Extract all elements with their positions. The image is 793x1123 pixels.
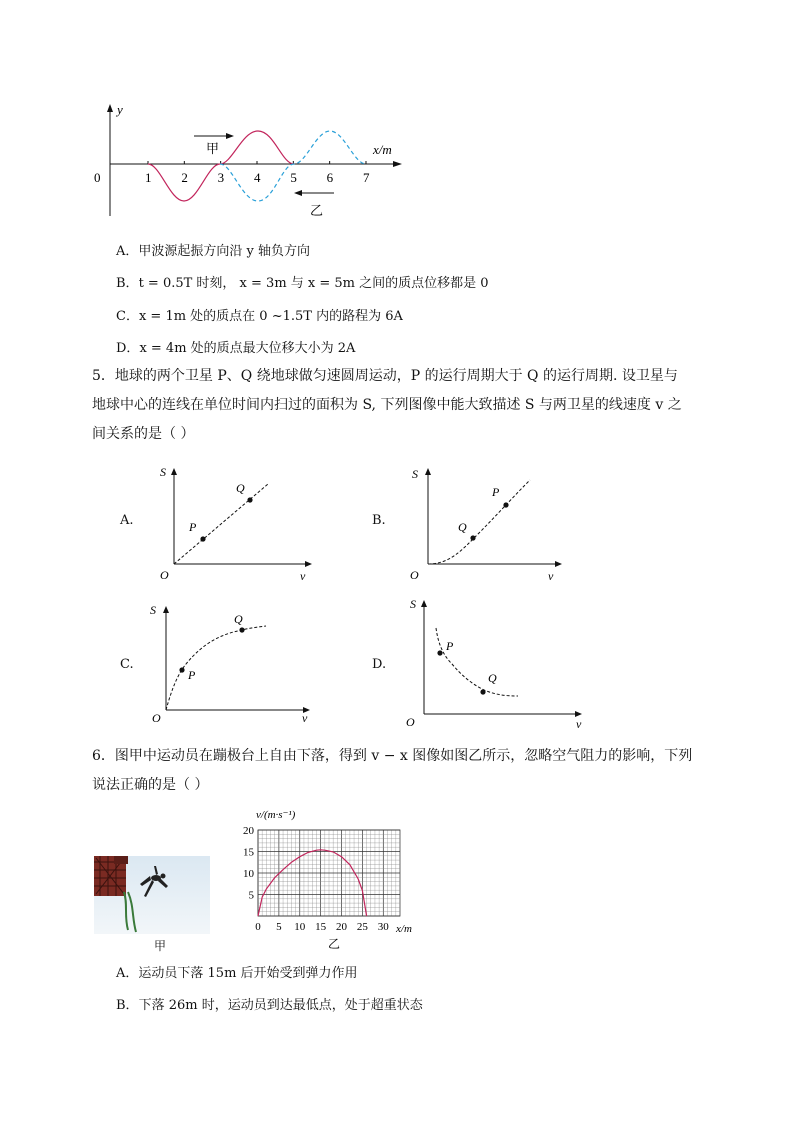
graph-b-q-label: Q (458, 520, 467, 534)
q6-number: 6． (92, 748, 115, 764)
graph-a-q-label: Q (236, 481, 245, 495)
option-text: x = 4m 处的质点最大位移大小为 2A (139, 341, 356, 356)
chart-y-tick-label: 10 (243, 868, 254, 880)
graph-d (400, 592, 590, 732)
wave-a-arrowhead (226, 133, 234, 139)
q6-option-b (116, 994, 423, 1013)
option-letter: D． (116, 341, 140, 356)
graph-b (400, 460, 570, 585)
q5-stem (92, 362, 707, 449)
wave-tick-label: 2 (181, 170, 188, 185)
graph-c (146, 598, 316, 728)
option-text: t = 0.5T 时刻， x = 3m 与 x = 5m 之间的质点位移都是 0 (138, 276, 489, 291)
graph-b-curve (428, 480, 530, 564)
graph-d-point-q (480, 689, 485, 694)
graph-c-point-p (179, 667, 184, 672)
q4-option-a (116, 240, 310, 259)
chart-x-tick-label: 30 (377, 921, 389, 933)
chart-y-tick-label: 5 (248, 889, 254, 902)
wave-a-label: 甲 (206, 141, 220, 156)
graph-a-point-q (247, 497, 252, 502)
wave-tick-label: 5 (290, 170, 297, 185)
graph-a-origin: O (160, 568, 169, 582)
graph-d-origin: O (406, 715, 415, 729)
q4-option-d (116, 337, 355, 356)
option-letter: C． (116, 309, 139, 324)
graph-a-y-arrow (171, 468, 177, 475)
y-axis-label: y (117, 102, 123, 117)
option-text: 下落 26m 时，运动员到达最低点，处于超重状态 (138, 998, 423, 1013)
graph-c-p-label: P (188, 668, 196, 682)
graph-b-y-label: S (412, 467, 418, 481)
graph-c-point-q (239, 627, 244, 632)
graph-d-y-label: S (410, 597, 416, 611)
q5-line3: 间关系的是（ ） (92, 426, 195, 442)
graph-d-p-label: P (446, 639, 454, 653)
wave-tick-label: 6 (326, 170, 334, 185)
chart-y-tick-label: 20 (243, 825, 254, 837)
chart-x-label: x/m (396, 923, 412, 935)
x-axis-arrow (393, 161, 402, 167)
graph-b-y-arrow (425, 468, 431, 475)
graph-a-x-arrow (305, 561, 312, 567)
graph-d-q-label: Q (488, 671, 497, 685)
wave-figure (88, 98, 418, 223)
chart-x-tick-label: 10 (294, 921, 306, 933)
graph-d-x-label: v (576, 717, 582, 731)
graph-c-letter: C. (120, 657, 134, 672)
chart-caption: 乙 (328, 937, 341, 951)
wave-tick-label: 4 (253, 170, 261, 185)
bungee-photo (94, 856, 210, 934)
wave-tick-label: 1 (145, 170, 152, 185)
graph-b-origin: O (410, 568, 419, 582)
graph-b-point-p (503, 502, 508, 507)
graph-d-y-arrow (421, 600, 427, 607)
option-text: 甲波源起振方向沿 y 轴负方向 (138, 244, 310, 259)
wave-tick-label: 7 (362, 170, 370, 185)
chart-x-tick-label: 15 (315, 921, 327, 933)
option-letter: B． (116, 276, 139, 291)
y-axis-arrow (107, 104, 113, 112)
graph-a-p-label: P (189, 520, 197, 534)
x-axis-label: x/m (373, 142, 392, 157)
wave-tick-label: 3 (217, 170, 225, 185)
graph-a-x-label: v (300, 569, 306, 583)
chart-x-tick-label: 5 (276, 921, 282, 933)
q5-line1: 地球的两个卫星 P、Q 绕地球做匀速圆周运动，P 的运行周期大于 Q 的运行周期. 设卫星与 (114, 368, 678, 384)
wave-b-label: 乙 (310, 203, 324, 218)
chart-x-tick-label: 0 (255, 921, 261, 933)
graph-a-letter: A. (120, 513, 134, 528)
vx-chart (232, 806, 432, 952)
q4-option-b (116, 272, 489, 291)
photo-caption: 甲 (154, 939, 167, 953)
option-letter: A． (116, 966, 139, 981)
graph-b-x-label: v (548, 569, 554, 583)
graph-c-origin: O (152, 711, 161, 725)
graph-a-point-p (200, 536, 205, 541)
chart-y-label: v/(m·s⁻¹) (256, 809, 296, 821)
chart-x-tick-label: 25 (356, 921, 368, 933)
graph-c-x-label: v (302, 711, 308, 725)
option-text: x = 1m 处的质点在 0 ~1.5T 内的路程为 6A (138, 309, 403, 324)
graph-a (150, 460, 320, 585)
q6-line1: 图甲中运动员在蹦极台上自由下落，得到 v − x 图像如图乙所示，忽略空气阻力的影响，下列 (114, 748, 693, 764)
q5-number: 5． (92, 368, 115, 384)
q6-option-a (116, 962, 358, 981)
q6-line2: 说法正确的是（ ） (92, 777, 209, 793)
graph-c-y-label: S (150, 603, 156, 617)
q4-option-c (116, 305, 403, 324)
option-text: 运动员下落 15m 后开始受到弹力作用 (138, 966, 358, 981)
wave-b-arrowhead (294, 190, 302, 196)
origin-label: 0 (94, 170, 101, 185)
jump-tower (94, 856, 128, 896)
option-letter: A． (116, 244, 139, 259)
chart-y-tick-label: 15 (243, 846, 254, 859)
graph-b-point-q (470, 535, 475, 540)
graph-a-y-label: S (160, 465, 166, 479)
graph-d-point-p (437, 650, 442, 655)
graph-d-letter: D. (372, 657, 387, 672)
graph-b-x-arrow (555, 561, 562, 567)
graph-c-y-arrow (163, 606, 169, 613)
graph-b-letter: B. (372, 513, 386, 528)
q6-stem (92, 742, 707, 800)
graph-c-q-label: Q (234, 612, 243, 626)
q5-line2: 地球中心的连线在单位时间内扫过的面积为 S, 下列图像中能大致描述 S 与两卫星的线速度 v 之 (92, 397, 682, 413)
option-letter: B． (116, 998, 139, 1013)
chart-x-tick-label: 20 (336, 921, 348, 933)
graph-b-p-label: P (492, 485, 500, 499)
